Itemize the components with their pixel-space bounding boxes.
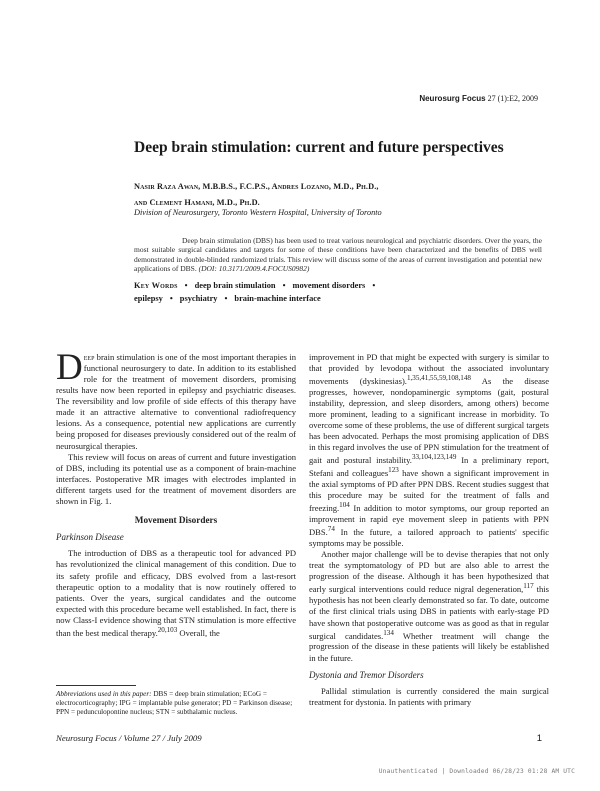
pd-text-tail: Overall, the <box>177 627 220 638</box>
dystonia-paragraph: Pallidal stimulation is currently considered the main surgical treatment for dystonia. In patients with primary <box>309 686 549 708</box>
text-run: Another major challenge will be to devise therapies that not only treat the symptomatology of PD but are also able to arrest the progression of the disease. Although it has been hypothesized that early surgical interventions could reduce nigral degeneration, <box>309 549 549 595</box>
keyword: brain-machine interface <box>234 294 321 304</box>
keyword-separator: • <box>282 281 286 290</box>
keyword-separator: • <box>224 294 228 304</box>
text-run: improvement in PD that might be expected with surgery is similar to that provided by levodopa without the associated involuntary movements (dyskinesias). <box>309 352 549 386</box>
reference-marker: 33,104,123,149 <box>411 453 457 462</box>
keyword: epilepsy <box>134 294 163 304</box>
journal-citation <box>419 94 538 103</box>
doi: (DOI: 10.3171/2009.4.FOCUS0982) <box>198 264 310 274</box>
pd-text: The introduction of DBS as a therapeutic tool for advanced PD has revolutionized the clinical management of this condition. Due to its safety profile and efficacy, DBS evolved from a last-resort therapeutic option to a modality that is now routinely offered to patients. Over the years, surgical candidates and the outcome expected with this procedure became well established. In fact, there is now Class-I evidence showing that STN stimulation is more effective than the best medical therapy. <box>56 548 296 638</box>
reference-marker: 134 <box>383 628 394 637</box>
text-run: In the future, a tailored approach to patients' specific symptoms may be possible. <box>309 527 549 549</box>
reference-marker: 123 <box>388 466 399 475</box>
keyword-separator: • <box>184 281 188 290</box>
intro-paragraph-2: This review will focus on areas of current and future investigation of DBS, including its potential use as a component of brain-machine interfaces. Postoperative MR images with electrodes implanted in different targets used for the treatment of movement disorders are shown in Fig. 1. <box>56 451 296 506</box>
reference-marker: 20,103 <box>157 625 178 634</box>
section-heading: Movement Disorders <box>134 514 218 525</box>
left-column <box>56 347 296 639</box>
keywords-label: Key Words <box>134 281 178 290</box>
text-run: Whether treatment will change the progression of the disease in these patients will likely be established in the future. <box>309 630 549 663</box>
footnote-text: DBS = deep brain stimulation; ECoG = electrocorticography; IPG = implantable pulse generator; PD = Parkinson disease; PPN = pedunculopontine nucleus; STN = subthalamic nucleus. <box>56 690 293 717</box>
abstract-text: Deep brain stimulation (DBS) has been used to treat various neurological and psychiatric disorders. Over the years, the most suitable surgical candidates and targets for some of these conditions have been characterized and the benefits of DBS well demonstrated in double-blinded randomized trials. This review will discuss some of the areas of current investigation and potential new applications of DBS. <box>134 236 542 274</box>
text-run: In a preliminary report, Stefani and colleagues <box>309 455 549 479</box>
drop-cap: D <box>56 347 83 388</box>
footnote-divider <box>56 685 136 686</box>
intro-text: brain stimulation is one of the most important therapies in functional neurosurgery to date. In addition to its established role for the treatment of movement disorders, promising results have now been reported in epilepsy and psychiatric diseases. The reversibility and low profile of side effects of this therapy have made it an attractive alternative to conventional radiofrequency lesions. As a consequence, potential new applications are currently being proposed for diseases previously considered out of the realm of neurosurgical therapies. <box>56 352 296 451</box>
intro-smallcaps: eep <box>83 352 95 362</box>
keyword: psychiatry <box>179 294 218 304</box>
journal-name: Neurosurg Focus <box>419 94 486 103</box>
author-line-2: and Clement Hamani, M.D., Ph.D. <box>134 198 260 208</box>
keyword: movement disorders <box>292 281 366 290</box>
pd-paragraph <box>56 548 296 638</box>
abbreviations-footnote <box>56 690 296 718</box>
text-run: have shown a significant improvement in the axial symptoms of PD after PPN DBS. Recent studies suggest that this procedure may be suited for the treatment of falls and freezing. <box>309 468 549 514</box>
subsection-heading: Parkinson Disease <box>56 531 124 542</box>
reference-marker: 117 <box>523 582 534 591</box>
text-run: this hypothesis has not been clearly demonstrated so far. To date, outcome of the first clinical trials using DBS in patients with early-stage PD have shown that postoperative outcome was as good as that in regular surgical candidates. <box>309 584 549 641</box>
footer-journal-issue: Neurosurg Focus / Volume 27 / July 2009 <box>56 733 202 743</box>
affiliation: Division of Neurosurgery, Toronto Western Hospital, University of Toronto <box>134 208 382 217</box>
right-column <box>309 352 549 708</box>
footnote-label: Abbreviations used in this paper: <box>56 690 152 698</box>
citation-volume: 27 (1):E2, 2009 <box>487 94 538 103</box>
keyword-separator: • <box>372 281 376 290</box>
keywords <box>134 279 542 305</box>
download-notice: Unauthenticated | Downloaded 06/28/23 01:28 AM UTC <box>378 768 575 775</box>
reference-marker: 104 <box>339 501 350 510</box>
abstract <box>134 236 542 274</box>
keyword: deep brain stimulation <box>194 281 276 290</box>
pd-paragraph-continued <box>309 352 549 549</box>
text-run: As the disease progresses, however, nondopaminergic symptoms (gait, postural instability, depression, and sleep disorders, among others) become more prominent, leading to a significant increase in morbidity. To overcome some of these problems, the use of different surgical targets has been advocated. Perhaps the most promising application of DBS in this regard involves the use of PPN stimulation for the treatment of gait and postural instability. <box>309 375 550 466</box>
article-title: Deep brain stimulation: current and future perspectives <box>134 139 504 156</box>
subsection-heading: Dystonia and Tremor Disorders <box>309 669 424 680</box>
pd-paragraph-2 <box>309 549 549 663</box>
page-number: 1 <box>536 733 542 744</box>
reference-marker: 1,35,41,55,59,108,148 <box>406 374 471 383</box>
intro-paragraph-1 <box>56 347 296 452</box>
author-list <box>134 179 544 211</box>
text-run: In addition to motor symptoms, our group reported an improvement in rapid eye movement sleep in patients with PPN DBS. <box>309 503 549 538</box>
author-line-1: Nasir Raza Awan, M.B.B.S., F.C.P.S., Andres Lozano, M.D., Ph.D., <box>134 182 379 191</box>
keyword-separator: • <box>169 294 173 304</box>
reference-marker: 74 <box>327 525 335 534</box>
